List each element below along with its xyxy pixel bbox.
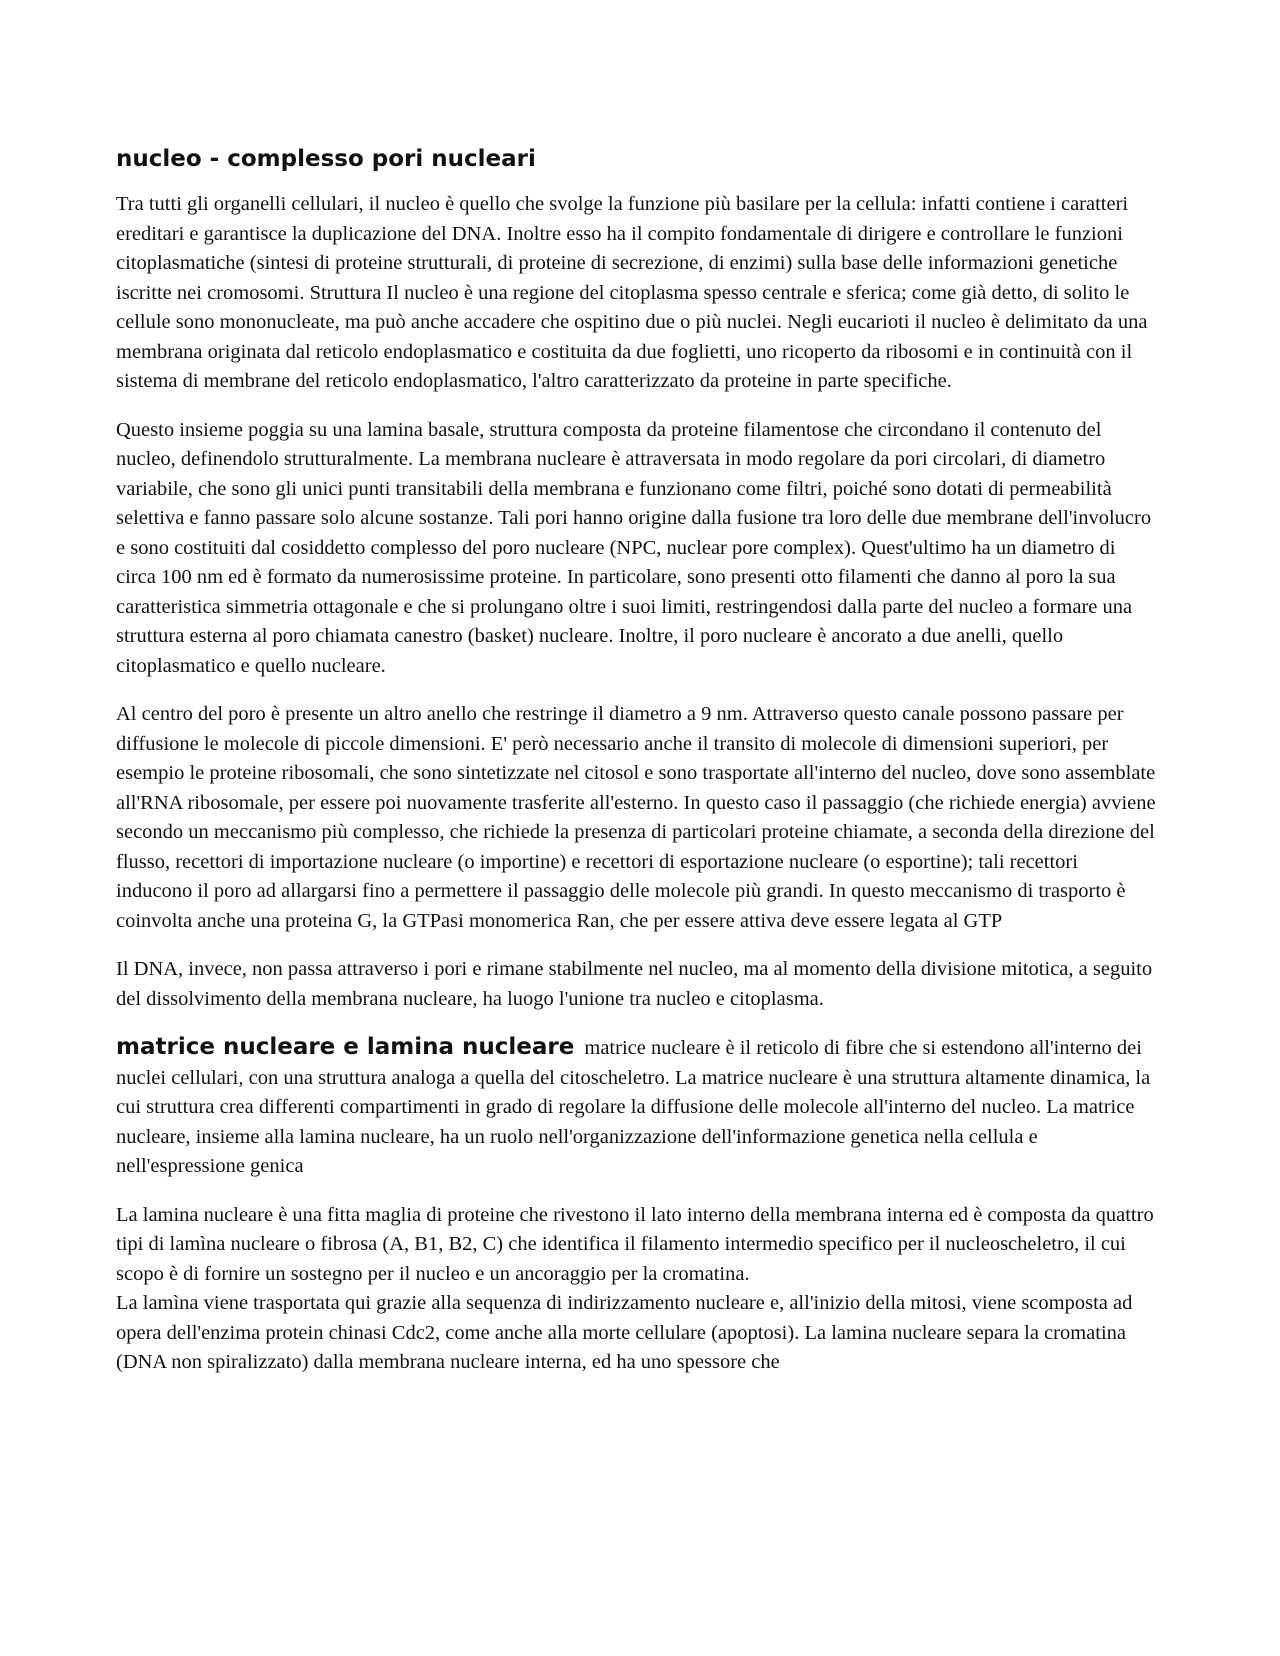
paragraph-pore-transport: Al centro del poro è presente un altro anello che restringe il diametro a 9 nm. Attraverso questo canale possono passare per diffusione le molecole di piccole dimensioni. E' però necessario anche il transito di molecole di dimensioni superiori, per esempio le proteine ribosomali, che sono sintetizzate nel citosol e sono trasportate all'interno del nucleo, dove sono assemblate all'RNA ribosomale, per essere poi nuovamente trasferite all'esterno. In questo caso il passaggio (che richiede energia) avviene secondo un meccanismo più complesso, che richiede la presenza di particolari proteine chiamate, a seconda della direzione del flusso, recettori di importazione nucleare (o importine) e recettori di esportazione nucleare (o esportine); tali recettori inducono il poro ad allargarsi fino a permettere il passaggio delle molecole più grandi. In questo meccanismo di trasporto è coinvolta anche una proteina G, la GTPasi monomerica Ran, che per essere attiva deve essere legata al GTP (116, 703, 1156, 932)
paragraph-lamina-nucleare: La lamina nucleare è una fitta maglia di proteine che rivestono il lato interno della membrana interna ed è composta da quattro tipi di lamìna nucleare o fibrosa (A, B1, B2, C) che identifica il filamento intermedio specifico per il nucleoscheletro, il cui scopo è di fornire un sostegno per il nucleo e un ancoraggio per la cromatina. (116, 1203, 1154, 1285)
section-matrix-intro: matrice nucleare è il reticolo di fibre che si estendono all'interno dei nuclei cellulari, con una struttura analoga a quella del citoscheletro. La matrice nucleare è una struttura altamente dinamica, la cui struttura crea differenti compartimenti in grado di regolare la diffusione delle molecole all'interno del nucleo. La matrice nucleare, insieme alla lamina nucleare, ha un ruolo nell'organizzazione dell'informazione genetica nella cellula e nell'espressione genica (116, 1037, 1151, 1177)
section-matrix-paragraph (116, 1033, 1156, 1182)
paragraph-dna-mitosis: Il DNA, invece, non passa attraverso i pori e rimane stabilmente nel nucleo, ma al momento della divisione mitotica, a seguito del dissolvimento della membrana nucleare, ha luogo l'unione tra nucleo e citoplasma. (116, 958, 1153, 1010)
section-heading-matrix: matrice nucleare e lamina nucleare (116, 1034, 575, 1060)
paragraph-nucleus-intro: Tra tutti gli organelli cellulari, il nucleo è quello che svolge la funzione più basilare per la cellula: infatti contiene i caratteri ereditari e garantisce la duplicazione del DNA. Inoltre esso ha il compito fondamentale di dirigere e controllare le funzioni citoplasmatiche (sintesi di proteine strutturali, di proteine di secrezione, di enzimi) sulla base delle informazioni genetiche iscritte nei cromosomi. Struttura Il nucleo è una regione del citoplasma spesso centrale e sferica; come già detto, di solito le cellule sono mononucleate, ma può anche accadere che ospitino due o più nuclei. Negli eucarioti il nucleo è delimitato da una membrana originata dal reticolo endoplasmatico e costituita da due foglietti, uno ricoperto da ribosomi e in continuità con il sistema di membrane del reticolo endoplasmatico, l'altro caratterizzato da proteine in parte specifiche. (116, 193, 1148, 392)
document-title: nucleo - complesso pori nucleari (116, 146, 536, 172)
paragraph-lamina-transport: La lamìna viene trasportata qui grazie alla sequenza di indirizzamento nucleare e, all'inizio della mitosi, viene scomposta ad opera dell'enzima protein chinasi Cdc2, come anche alla morte cellulare (apoptosi). La lamina nucleare separa la cromatina (DNA non spiralizzato) dalla membrana nucleare interna, ed ha uno spessore che (116, 1292, 1133, 1373)
paragraph-lamina-basale: Questo insieme poggia su una lamina basale, struttura composta da proteine filamentose che circondano il contenuto del nucleo, definendolo strutturalmente. La membrana nucleare è attraversata in modo regolare da pori circolari, di diametro variabile, che sono gli unici punti transitabili della membrana e funzionano come filtri, poiché sono dotati di permeabilità selettiva e fanno passare solo alcune sostanze. Tali pori hanno origine dalla fusione tra loro delle due membrane dell'involucro e sono costituiti dal cosiddetto complesso del poro nucleare (NPC, nuclear pore complex). Quest'ultimo ha un diametro di circa 100 nm ed è formato da numerosissime proteine. In particolare, sono presenti otto filamenti che danno al poro la sua caratteristica simmetria ottagonale e che si prolungano oltre i suoi limiti, restringendosi dalla parte del nucleo a formare una struttura esterna al poro chiamata canestro (basket) nucleare. Inoltre, il poro nucleare è ancorato a due anelli, quello citoplasmatico e quello nucleare. (116, 418, 1152, 677)
document-page (116, 142, 1156, 1397)
